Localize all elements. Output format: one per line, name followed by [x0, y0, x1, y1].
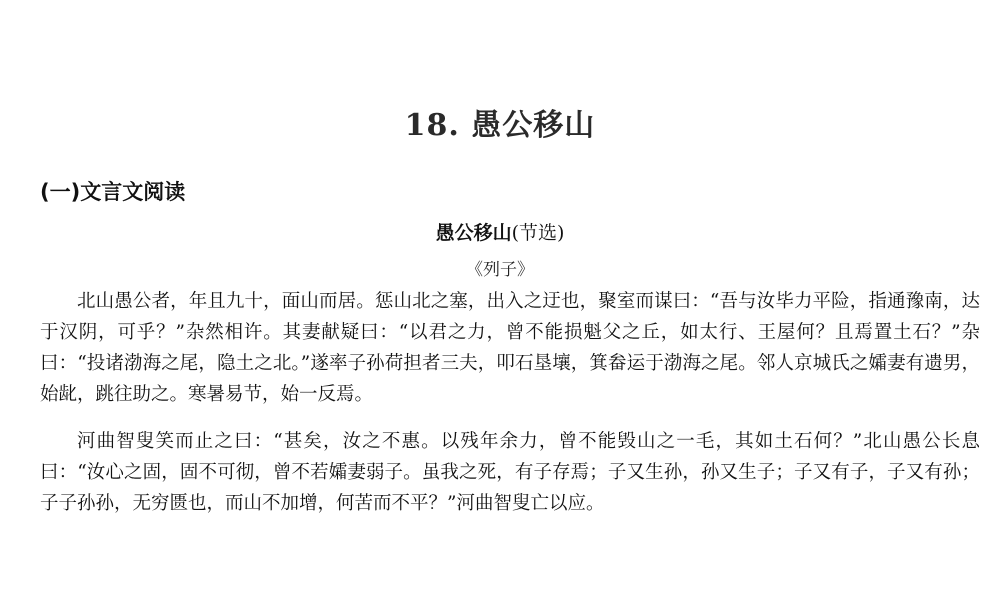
section-heading: (一)文言文阅读: [40, 180, 186, 204]
passage-title-main: 愚公移山: [435, 222, 512, 244]
passage-paragraph-1: 北山愚公者，年且九十，面山而居。惩山北之塞，出入之迂也，聚室而谋曰：“吾与汝毕力平险，指通豫南，达于汉阴，可乎？”杂然相许。其妻献疑曰：“以君之力，曾不能损魁父之丘，如太行、王屋何？且焉置土石？”杂曰：“投诸渤海之尾，隐土之北。”遂率子孙荷担者三夫，叩石垦壤，箕畚运于渤海之尾。邻人京城氏之孀妻有遗男，始龀，跳往助之。寒暑易节，始一反焉。: [40, 291, 980, 405]
passage-title-note: (节选): [511, 222, 565, 244]
passage-title: [0, 218, 1000, 245]
passage-paragraph-2: 河曲智叟笑而止之曰：“甚矣，汝之不惠。以残年余力，曾不能毁山之一毛，其如土石何？”北山愚公长息曰：“汝心之固，固不可彻，曾不若孀妻弱子。虽我之死，有子存焉；子又生孙，孙又生子；子又有子，子又有孙；子子孙孙，无穷匮也，而山不加增，何苦而不平？”河曲智叟亡以应。: [40, 431, 980, 514]
passage-source: 《列子》: [466, 260, 534, 280]
lesson-title: 18. 愚公移山: [404, 108, 596, 143]
